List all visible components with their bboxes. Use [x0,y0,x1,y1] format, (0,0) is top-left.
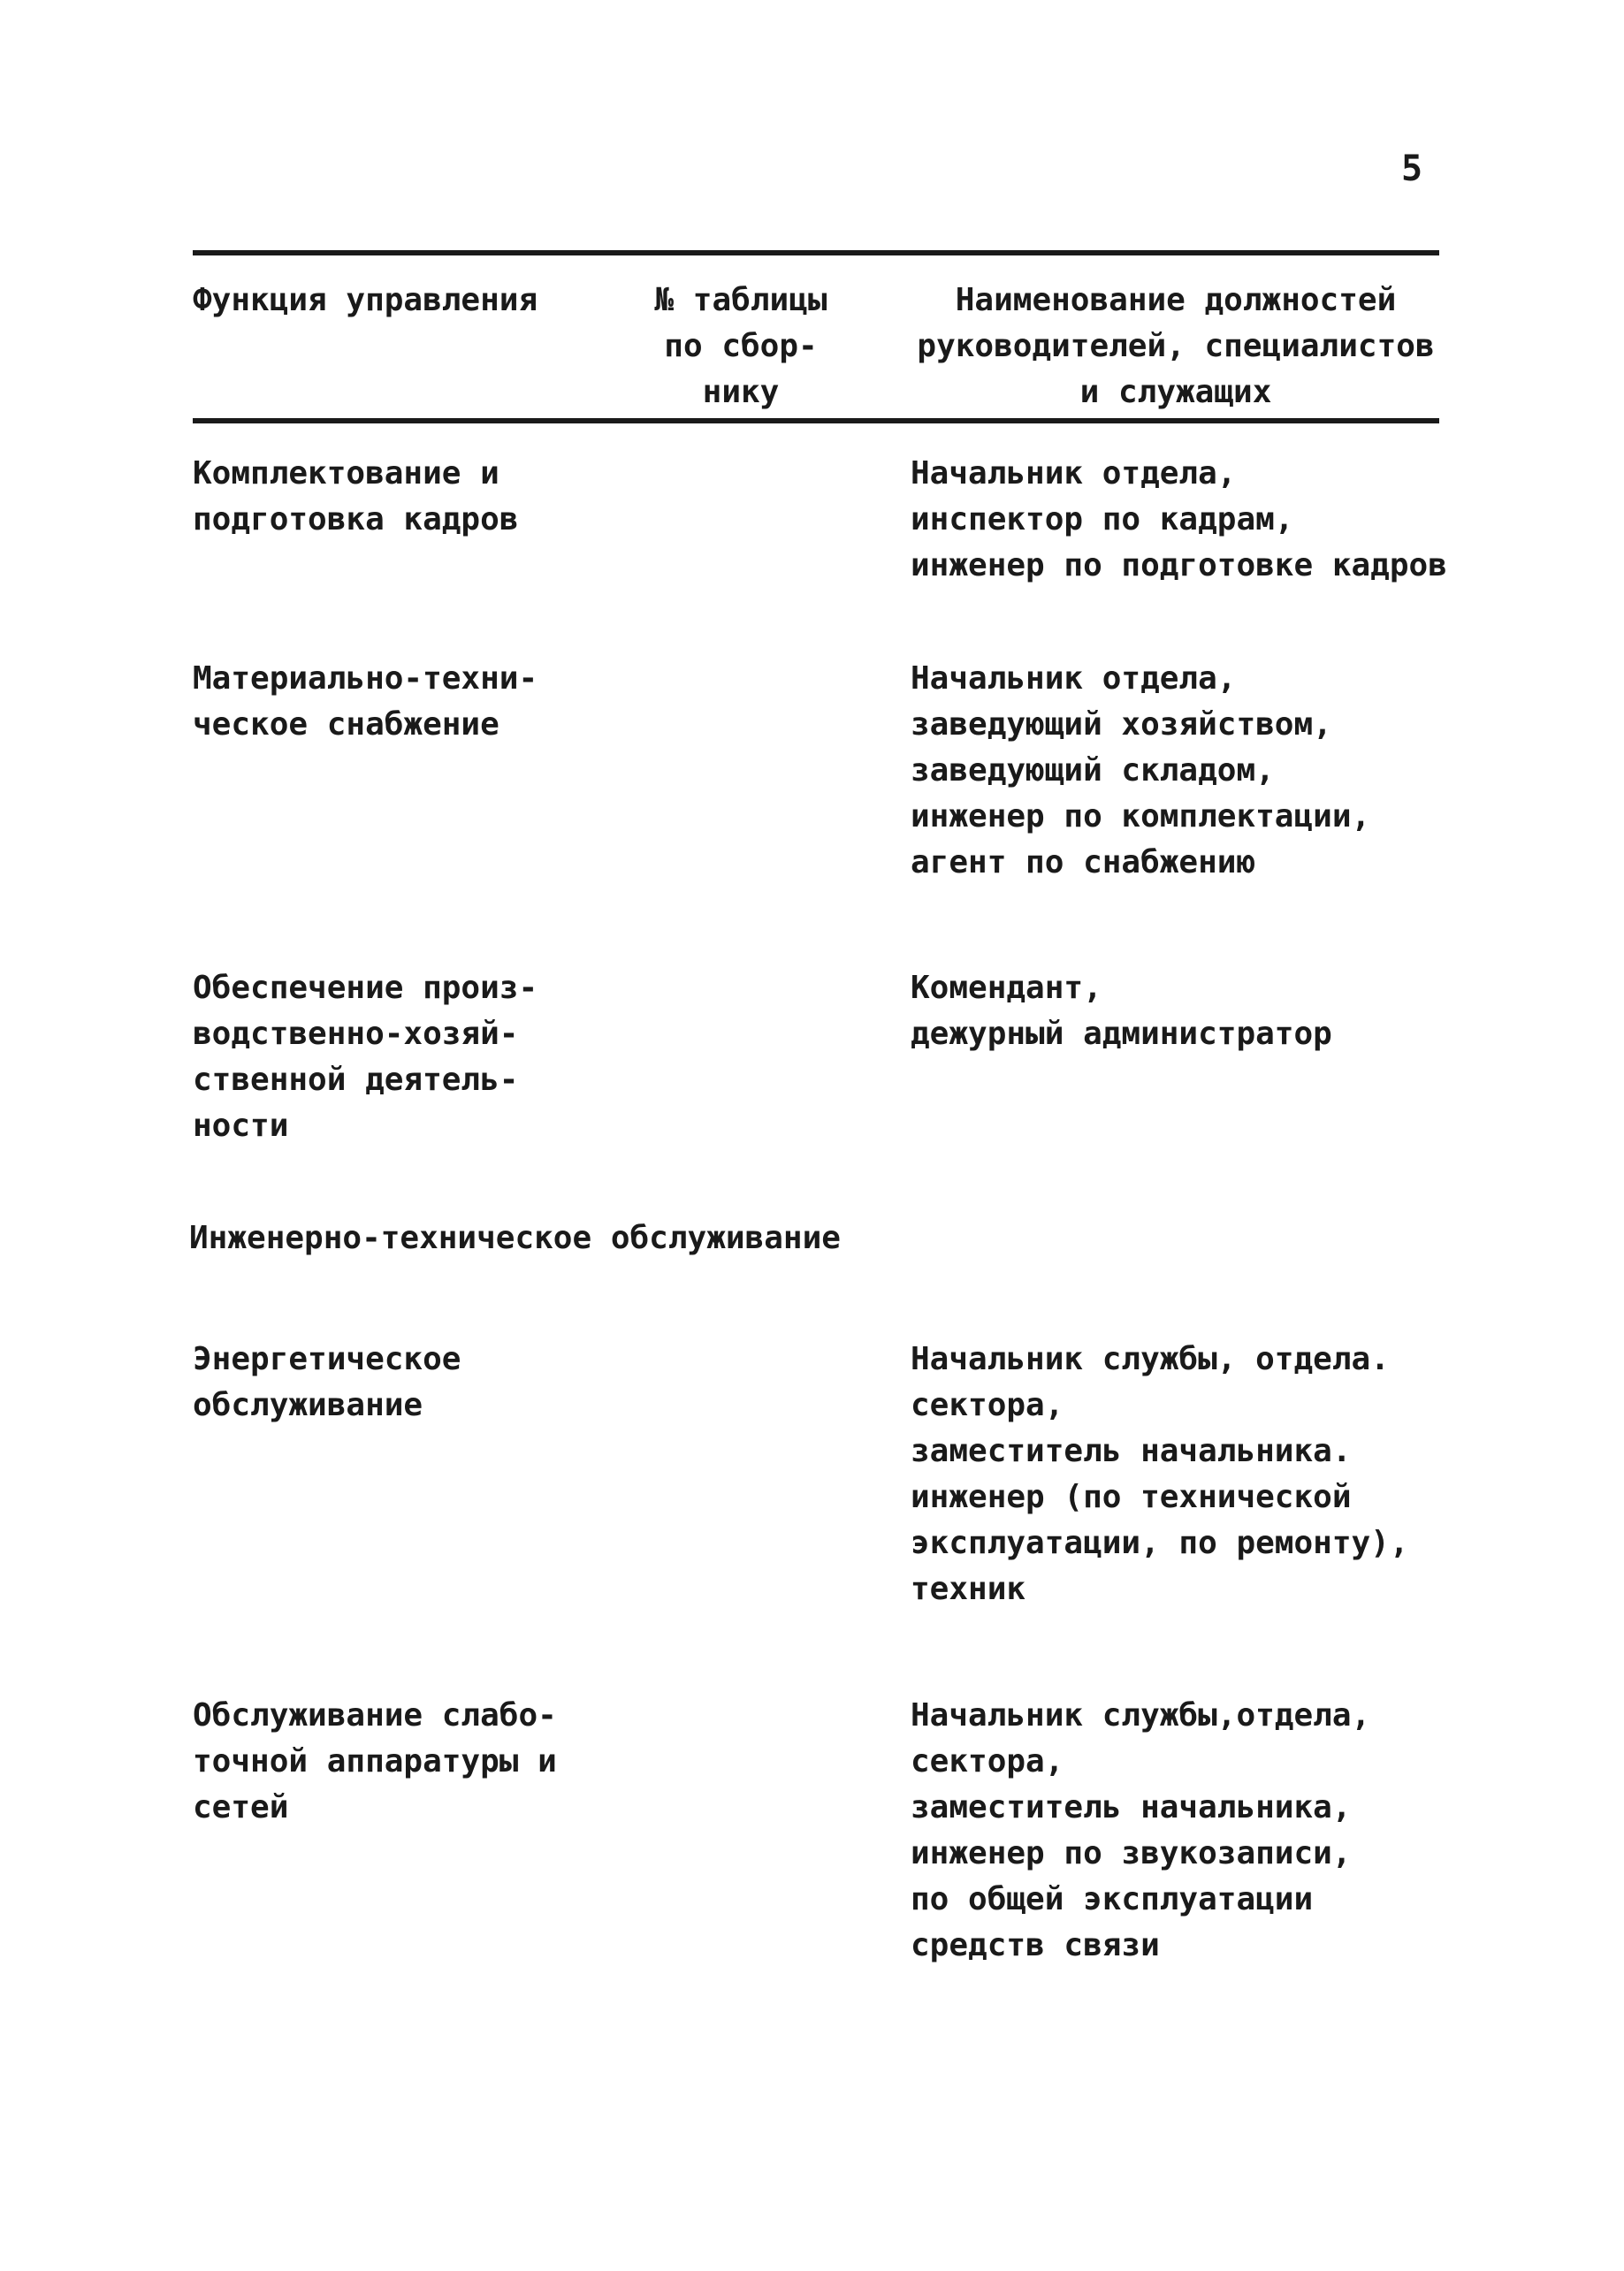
row-function-personnel: Комплектование и подготовка кадров [193,455,519,537]
table-header-rule [193,418,1439,423]
row-positions-low-current: Начальник службы,отдела, сектора, заместитель начальника, инженер по звукозаписи, по общей эксплуатации средств связи [911,1697,1371,1963]
row-positions-operations: Комендант, дежурный администратор [911,970,1332,1052]
header-positions: Наименование должностей руководителей, специалистов и служащих [917,282,1435,410]
header-function: Функция управления [193,282,538,318]
row-function-operations: Обеспечение произ- водственно-хозяй- ственной деятель- ности [193,970,538,1144]
header-table-number: № таблицы по сбор- нику [654,282,827,410]
row-positions-supply: Начальник отдела, заведующий хозяйством, заведующий складом, инженер по комплектации, агент по снабжению [911,660,1371,880]
page-number: 5 [1401,149,1423,189]
row-positions-energy: Начальник службы, отдела. сектора, заместитель начальника. инженер (по технической эксплуатации, по ремонту), техник [911,1341,1409,1607]
row-function-energy: Энергетическое обслуживание [193,1341,461,1423]
section-title-engineering: Инженерно-техническое обслуживание [189,1220,841,1256]
row-function-low-current: Обслуживание слабо- точной аппаратуры и сетей [193,1697,557,1825]
row-function-supply: Материально-техни- ческое снабжение [193,660,538,743]
row-positions-personnel: Начальник отдела, инспектор по кадрам, инженер по подготовке кадров [911,455,1447,583]
table-top-rule [193,250,1439,255]
